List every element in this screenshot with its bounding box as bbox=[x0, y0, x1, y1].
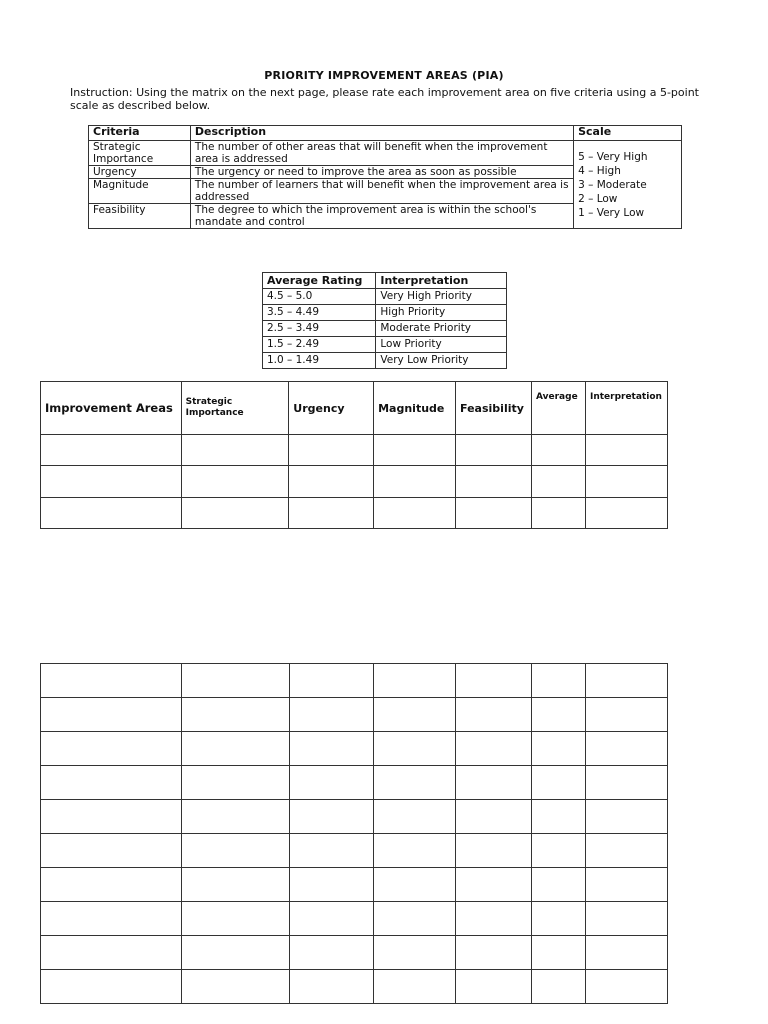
cell-feasibility[interactable] bbox=[456, 435, 532, 466]
scale-cell bbox=[574, 141, 682, 229]
cell-magnitude[interactable] bbox=[374, 664, 456, 698]
cell-urgency[interactable] bbox=[289, 834, 374, 868]
cell-interpretation[interactable] bbox=[586, 800, 668, 834]
cell-interpretation[interactable] bbox=[586, 970, 668, 1004]
header-urgency: Urgency bbox=[289, 382, 374, 435]
cell-area[interactable] bbox=[41, 800, 182, 834]
rating-range: 3.5 – 4.49 bbox=[263, 305, 376, 321]
rating-row bbox=[263, 321, 507, 337]
rating-interpretation: High Priority bbox=[376, 305, 507, 321]
cell-urgency[interactable] bbox=[289, 435, 374, 466]
rating-range: 1.0 – 1.49 bbox=[263, 353, 376, 369]
cell-magnitude[interactable] bbox=[374, 435, 456, 466]
cell-urgency[interactable] bbox=[289, 498, 374, 529]
criteria-description: The degree to which the improvement area is within the school's mandate and control bbox=[190, 204, 573, 229]
cell-feasibility[interactable] bbox=[456, 766, 532, 800]
cell-interpretation[interactable] bbox=[586, 868, 668, 902]
cell-strategic[interactable] bbox=[181, 936, 289, 970]
cell-magnitude[interactable] bbox=[374, 698, 456, 732]
cell-strategic[interactable] bbox=[181, 834, 289, 868]
cell-average[interactable] bbox=[532, 766, 586, 800]
cell-feasibility[interactable] bbox=[456, 868, 532, 902]
cell-magnitude[interactable] bbox=[374, 970, 456, 1004]
cell-strategic[interactable] bbox=[181, 800, 289, 834]
cell-interpretation[interactable] bbox=[586, 732, 668, 766]
rating-interpretation: Moderate Priority bbox=[376, 321, 507, 337]
cell-urgency[interactable] bbox=[289, 970, 374, 1004]
cell-urgency[interactable] bbox=[289, 698, 374, 732]
cell-strategic[interactable] bbox=[181, 970, 289, 1004]
cell-average[interactable] bbox=[532, 902, 586, 936]
cell-average[interactable] bbox=[532, 970, 586, 1004]
rating-range: 2.5 – 3.49 bbox=[263, 321, 376, 337]
criteria-header-description: Description bbox=[190, 126, 573, 141]
matrix-row bbox=[41, 868, 668, 902]
cell-urgency[interactable] bbox=[289, 766, 374, 800]
criteria-table bbox=[88, 125, 682, 229]
rating-row bbox=[263, 305, 507, 321]
criteria-name: Urgency bbox=[89, 166, 191, 179]
cell-area[interactable] bbox=[41, 936, 182, 970]
cell-strategic[interactable] bbox=[181, 664, 289, 698]
cell-area[interactable] bbox=[41, 834, 182, 868]
cell-feasibility[interactable] bbox=[456, 970, 532, 1004]
matrix-header-row bbox=[41, 382, 668, 435]
criteria-description: The urgency or need to improve the area as soon as possible bbox=[190, 166, 573, 179]
cell-average[interactable] bbox=[532, 868, 586, 902]
scale-item: 3 – Moderate bbox=[578, 178, 647, 191]
criteria-name: Strategic Importance bbox=[89, 141, 191, 166]
cell-feasibility[interactable] bbox=[456, 698, 532, 732]
cell-interpretation[interactable] bbox=[586, 698, 668, 732]
matrix-row bbox=[41, 800, 668, 834]
cell-interpretation[interactable] bbox=[585, 466, 667, 498]
cell-feasibility[interactable] bbox=[456, 498, 532, 529]
cell-strategic[interactable] bbox=[181, 868, 289, 902]
cell-average[interactable] bbox=[532, 936, 586, 970]
criteria-description: The number of other areas that will benefit when the improvement area is addressed bbox=[190, 141, 573, 166]
rating-table bbox=[262, 272, 507, 369]
rating-row bbox=[263, 289, 507, 305]
cell-average[interactable] bbox=[532, 435, 586, 466]
cell-magnitude[interactable] bbox=[374, 936, 456, 970]
cell-feasibility[interactable] bbox=[456, 732, 532, 766]
cell-magnitude[interactable] bbox=[374, 498, 456, 529]
cell-strategic[interactable] bbox=[181, 732, 289, 766]
cell-magnitude[interactable] bbox=[374, 902, 456, 936]
scale-item: 2 – Low bbox=[578, 192, 618, 205]
cell-urgency[interactable] bbox=[289, 868, 374, 902]
matrix-row bbox=[41, 834, 668, 868]
cell-interpretation[interactable] bbox=[586, 936, 668, 970]
cell-average[interactable] bbox=[532, 664, 586, 698]
cell-feasibility[interactable] bbox=[456, 664, 532, 698]
rating-header-average: Average Rating bbox=[263, 273, 376, 289]
cell-area[interactable] bbox=[41, 766, 182, 800]
criteria-description: The number of learners that will benefit when the improvement area is addressed bbox=[190, 179, 573, 204]
rating-header-row bbox=[263, 273, 507, 289]
rating-row bbox=[263, 337, 507, 353]
cell-area[interactable] bbox=[41, 902, 182, 936]
improvement-matrix bbox=[40, 381, 668, 529]
cell-interpretation[interactable] bbox=[586, 664, 668, 698]
cell-area[interactable] bbox=[41, 435, 182, 466]
cell-interpretation[interactable] bbox=[586, 902, 668, 936]
cell-urgency[interactable] bbox=[289, 902, 374, 936]
cell-urgency[interactable] bbox=[289, 664, 374, 698]
cell-magnitude[interactable] bbox=[374, 766, 456, 800]
cell-strategic[interactable] bbox=[181, 498, 289, 529]
criteria-header-scale: Scale bbox=[574, 126, 682, 141]
cell-magnitude[interactable] bbox=[374, 868, 456, 902]
header-interpretation: Interpretation bbox=[585, 382, 667, 435]
cell-average[interactable] bbox=[532, 800, 586, 834]
header-feasibility: Feasibility bbox=[456, 382, 532, 435]
cell-feasibility[interactable] bbox=[456, 834, 532, 868]
cell-area[interactable] bbox=[41, 732, 182, 766]
cell-strategic[interactable] bbox=[181, 466, 289, 498]
cell-magnitude[interactable] bbox=[374, 800, 456, 834]
cell-strategic[interactable] bbox=[181, 698, 289, 732]
criteria-row bbox=[89, 141, 682, 166]
cell-strategic[interactable] bbox=[181, 766, 289, 800]
cell-interpretation[interactable] bbox=[585, 435, 667, 466]
matrix-row bbox=[41, 902, 668, 936]
cell-urgency[interactable] bbox=[289, 466, 374, 498]
header-strategic-importance: Strategic Importance bbox=[181, 382, 289, 435]
matrix-row bbox=[41, 936, 668, 970]
cell-area[interactable] bbox=[41, 498, 182, 529]
criteria-header-row bbox=[89, 126, 682, 141]
cell-urgency[interactable] bbox=[289, 732, 374, 766]
cell-average[interactable] bbox=[532, 834, 586, 868]
cell-area[interactable] bbox=[41, 698, 182, 732]
header-improvement-areas: Improvement Areas bbox=[41, 382, 182, 435]
cell-average[interactable] bbox=[532, 498, 586, 529]
cell-urgency[interactable] bbox=[289, 936, 374, 970]
criteria-name: Feasibility bbox=[89, 204, 191, 229]
cell-interpretation[interactable] bbox=[585, 498, 667, 529]
scale-item: 5 – Very High bbox=[578, 150, 648, 163]
cell-magnitude[interactable] bbox=[374, 466, 456, 498]
document-title: PRIORITY IMPROVEMENT AREAS (PIA) bbox=[264, 69, 504, 82]
cell-average[interactable] bbox=[532, 466, 586, 498]
instruction-text: Instruction: Using the matrix on the next page, please rate each improvement area on five criteria using a 5-point scale as described below. bbox=[70, 86, 699, 112]
criteria-header-criteria: Criteria bbox=[89, 126, 191, 141]
cell-average[interactable] bbox=[532, 732, 586, 766]
cell-strategic[interactable] bbox=[181, 435, 289, 466]
matrix-row bbox=[41, 732, 668, 766]
cell-feasibility[interactable] bbox=[456, 466, 532, 498]
scale-item: 4 – High bbox=[578, 164, 621, 177]
rating-range: 4.5 – 5.0 bbox=[263, 289, 376, 305]
cell-area[interactable] bbox=[41, 868, 182, 902]
matrix-row bbox=[41, 435, 668, 466]
rating-header-interpretation: Interpretation bbox=[376, 273, 507, 289]
matrix-row bbox=[41, 498, 668, 529]
rating-range: 1.5 – 2.49 bbox=[263, 337, 376, 353]
matrix-row bbox=[41, 970, 668, 1004]
matrix-row bbox=[41, 664, 668, 698]
header-magnitude: Magnitude bbox=[374, 382, 456, 435]
matrix-body bbox=[41, 664, 668, 1004]
improvement-matrix-continued bbox=[40, 663, 668, 1004]
cell-magnitude[interactable] bbox=[374, 834, 456, 868]
matrix-row bbox=[41, 766, 668, 800]
cell-interpretation[interactable] bbox=[586, 834, 668, 868]
cell-area[interactable] bbox=[41, 466, 182, 498]
criteria-name: Magnitude bbox=[89, 179, 191, 204]
cell-area[interactable] bbox=[41, 970, 182, 1004]
rating-interpretation: Very High Priority bbox=[376, 289, 507, 305]
cell-interpretation[interactable] bbox=[586, 766, 668, 800]
rating-interpretation: Low Priority bbox=[376, 337, 507, 353]
matrix-row bbox=[41, 466, 668, 498]
cell-feasibility[interactable] bbox=[456, 800, 532, 834]
rating-row bbox=[263, 353, 507, 369]
header-average: Average bbox=[532, 382, 586, 435]
cell-feasibility[interactable] bbox=[456, 902, 532, 936]
cell-urgency[interactable] bbox=[289, 800, 374, 834]
cell-average[interactable] bbox=[532, 698, 586, 732]
cell-feasibility[interactable] bbox=[456, 936, 532, 970]
cell-area[interactable] bbox=[41, 664, 182, 698]
cell-magnitude[interactable] bbox=[374, 732, 456, 766]
matrix-row bbox=[41, 698, 668, 732]
cell-strategic[interactable] bbox=[181, 902, 289, 936]
rating-interpretation: Very Low Priority bbox=[376, 353, 507, 369]
scale-item: 1 – Very Low bbox=[578, 206, 645, 219]
